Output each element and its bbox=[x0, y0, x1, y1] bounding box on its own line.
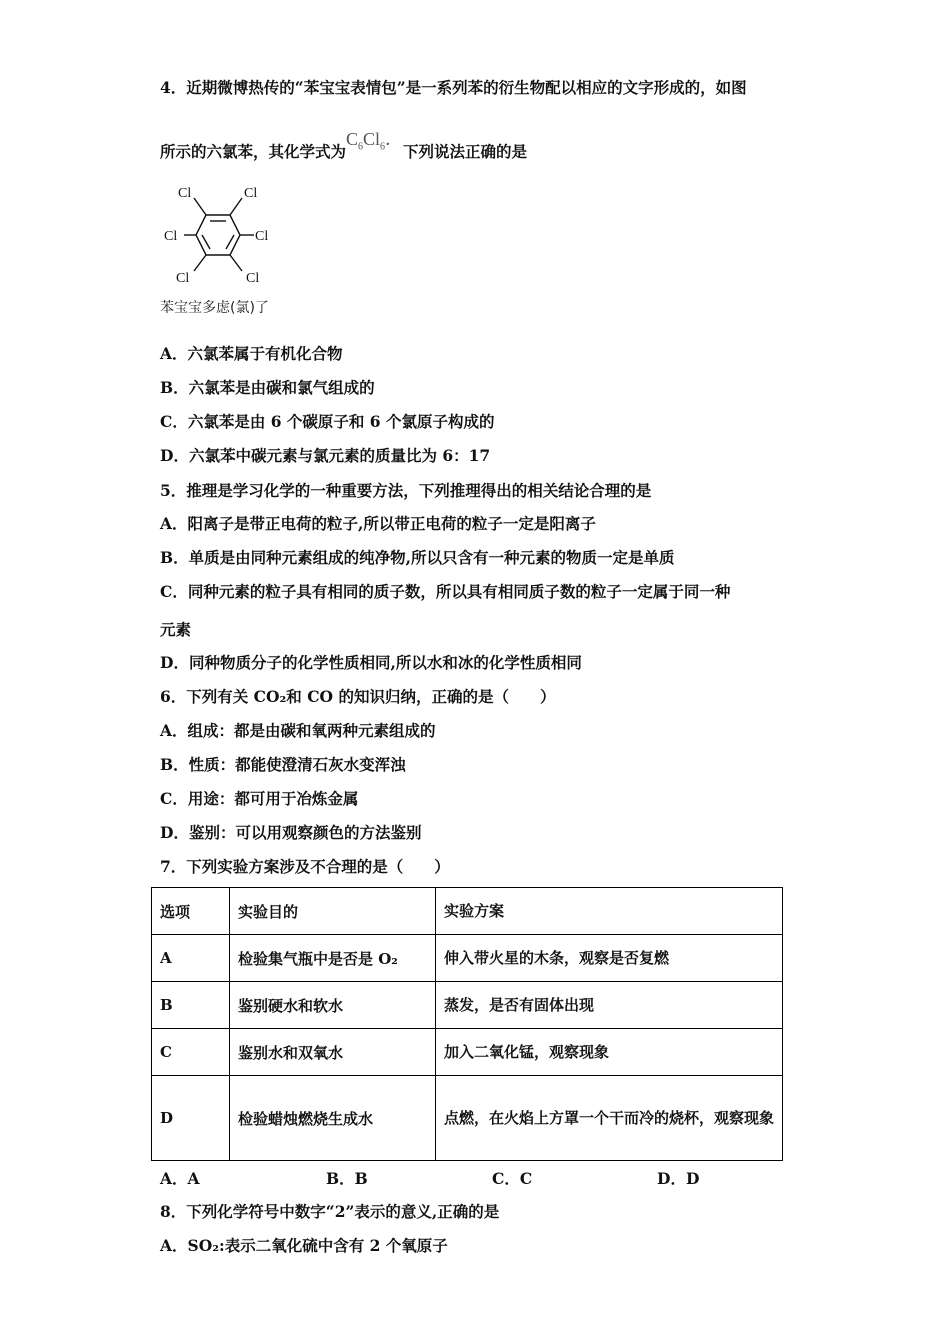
q5-option-d: D．同种物质分子的化学性质相同,所以水和冰的化学性质相同 bbox=[160, 653, 582, 672]
q5-option-a: A．阳离子是带正电荷的粒子,所以带正电荷的粒子一定是阳离子 bbox=[160, 514, 596, 533]
table-row bbox=[152, 1029, 783, 1076]
table-cell: 伸入带火星的木条，观察是否复燃 bbox=[436, 935, 783, 982]
table-cell: 鉴别水和双氧水 bbox=[230, 1029, 436, 1076]
table-header: 实验目的 bbox=[230, 888, 436, 935]
q7-answer-d: D．D bbox=[657, 1169, 700, 1188]
table-cell: B bbox=[152, 982, 230, 1029]
q6-stem: 6．下列有关 CO₂和 CO 的知识归纳，正确的是（ ） bbox=[160, 687, 556, 706]
q6-option-c: C．用途：都可用于冶炼金属 bbox=[160, 789, 359, 808]
table-row bbox=[152, 982, 783, 1029]
table-cell: D bbox=[152, 1076, 230, 1161]
table-cell: 蒸发，是否有固体出现 bbox=[436, 982, 783, 1029]
q4-stem-text: 所示的六氯苯，其化学式为 bbox=[160, 142, 347, 161]
q4-stem-line1: 4．近期微博热传的“苯宝宝表情包”是一系列苯的衍生物配以相应的文字形成的，如图 bbox=[160, 78, 747, 97]
table-cell: 检验蜡烛燃烧生成水 bbox=[230, 1076, 436, 1161]
experiment-table bbox=[151, 887, 783, 1161]
table-cell: 检验集气瓶中是否是 O₂ bbox=[230, 935, 436, 982]
table-cell: 点燃，在火焰上方罩一个干而冷的烧杯，观察现象 bbox=[436, 1076, 783, 1161]
chemical-formula: $C_6Cl_6$． bbox=[346, 129, 404, 153]
q5-option-b: B．单质是由同种元素组成的纯净物,所以只含有一种元素的物质一定是单质 bbox=[160, 548, 675, 567]
q4-stem-tail: 下列说法正确的是 bbox=[403, 142, 528, 161]
cl-label: Cl bbox=[244, 186, 258, 201]
hexachlorobenzene-structure bbox=[160, 178, 280, 293]
q6-option-d: D．鉴别：可以用观察颜色的方法鉴别 bbox=[160, 823, 422, 842]
q4-option-b: B．六氯苯是由碳和氯气组成的 bbox=[160, 378, 375, 397]
table-cell: 鉴别硬水和软水 bbox=[230, 982, 436, 1029]
table-cell: C bbox=[152, 1029, 230, 1076]
cl-label: Cl bbox=[255, 229, 269, 244]
table-header: 选项 bbox=[152, 888, 230, 935]
table-header: 实验方案 bbox=[436, 888, 783, 935]
q5-option-c: C．同种元素的粒子具有相同的质子数，所以具有相同质子数的粒子一定属于同一种 bbox=[160, 582, 731, 601]
q6-option-a: A．组成：都是由碳和氧两种元素组成的 bbox=[160, 721, 436, 740]
table-cell: 加入二氧化锰，观察现象 bbox=[436, 1029, 783, 1076]
q7-answer-a: A．A bbox=[160, 1169, 200, 1188]
image-caption: 苯宝宝多虑(氯)了 bbox=[160, 300, 269, 316]
table-cell: A bbox=[152, 935, 230, 982]
q8-stem: 8．下列化学符号中数字“2”表示的意义,正确的是 bbox=[160, 1202, 500, 1221]
table-row bbox=[152, 1076, 783, 1161]
q4-stem-line2 bbox=[160, 129, 528, 170]
cl-label: Cl bbox=[164, 229, 178, 244]
q4-option-d: D．六氯苯中碳元素与氯元素的质量比为 6：17 bbox=[160, 446, 491, 465]
q7-stem: 7．下列实验方案涉及不合理的是（ ） bbox=[160, 857, 450, 876]
cl-label: Cl bbox=[246, 271, 260, 286]
q5-option-c-cont: 元素 bbox=[160, 620, 192, 639]
q7-answer-c: C．C bbox=[492, 1169, 533, 1188]
q4-option-a: A．六氯苯属于有机化合物 bbox=[160, 344, 343, 363]
cl-label: Cl bbox=[176, 271, 190, 286]
q5-stem: 5．推理是学习化学的一种重要方法，下列推理得出的相关结论合理的是 bbox=[160, 481, 652, 500]
table-header-row bbox=[152, 888, 783, 935]
q4-option-c: C．六氯苯是由 6 个碳原子和 6 个氯原子构成的 bbox=[160, 412, 495, 431]
cl-label: Cl bbox=[178, 186, 192, 201]
q6-option-b: B．性质：都能使澄清石灰水变浑浊 bbox=[160, 755, 406, 774]
table-row bbox=[152, 935, 783, 982]
q8-option-a: A．SO₂:表示二氧化硫中含有 2 个氧原子 bbox=[160, 1236, 448, 1255]
q7-answer-b: B．B bbox=[326, 1169, 368, 1188]
